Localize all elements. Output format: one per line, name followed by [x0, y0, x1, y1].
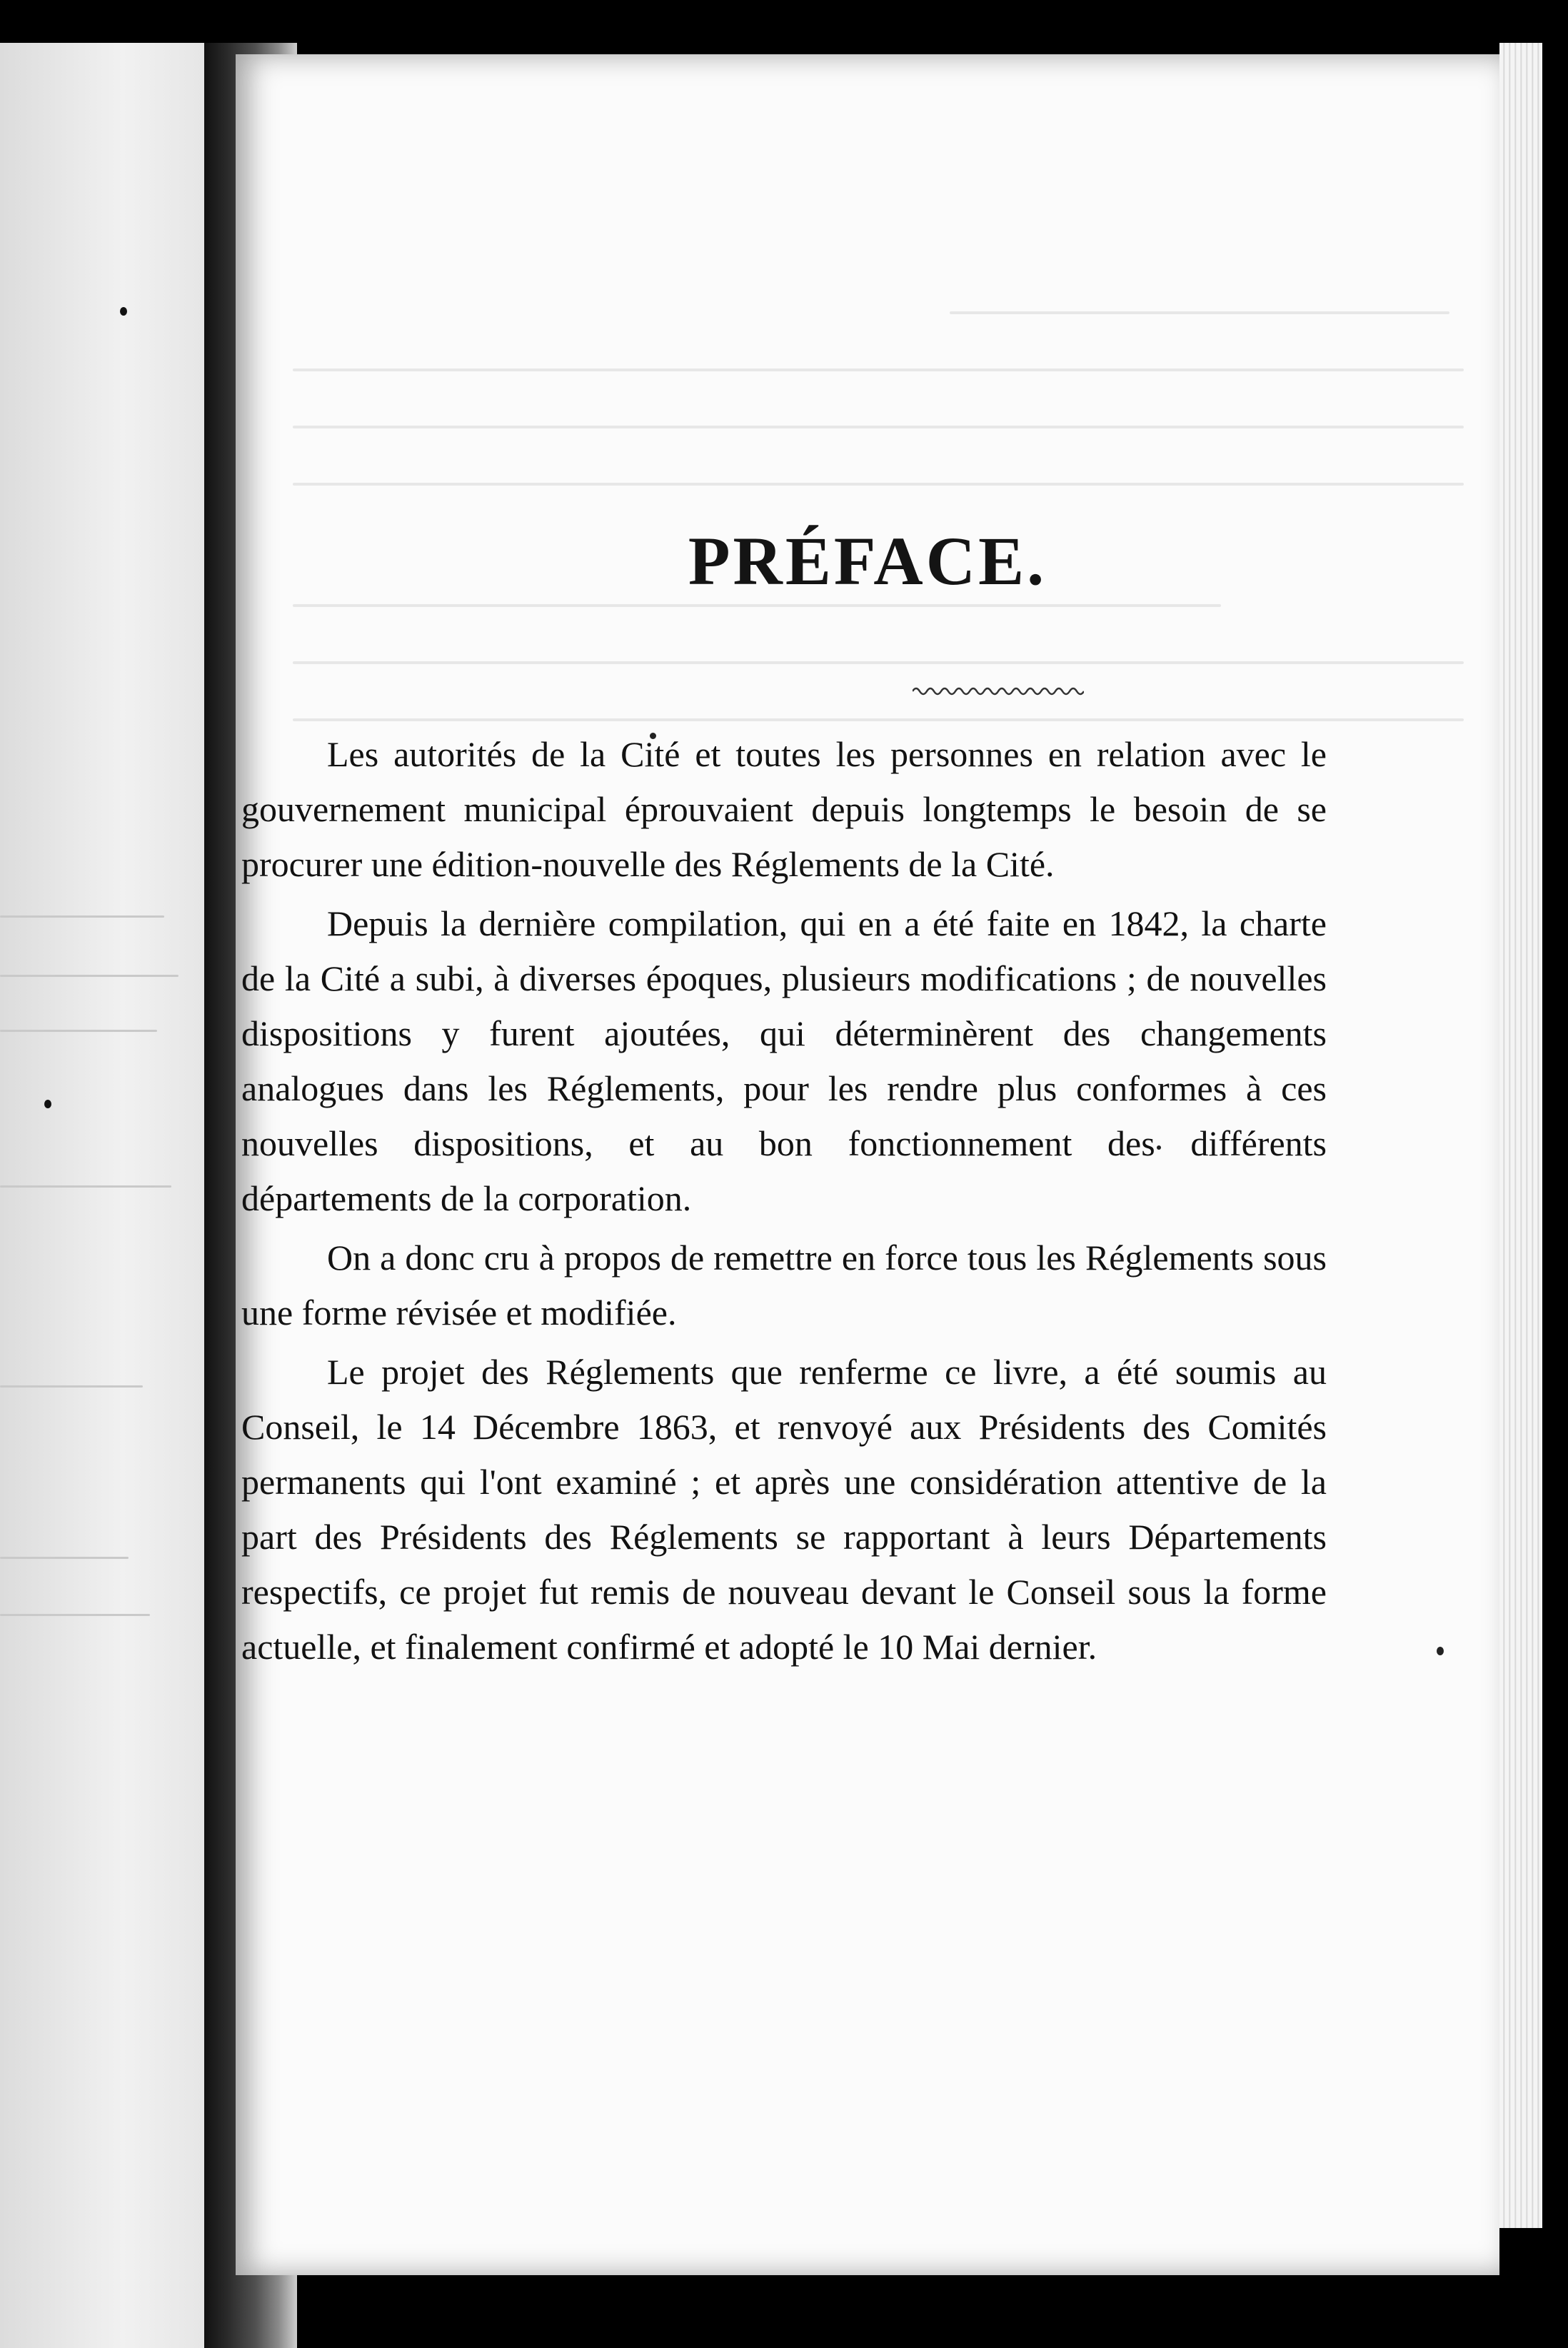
show-through-line: [0, 1385, 143, 1388]
page-edges: [1499, 43, 1542, 2228]
show-through-line: [0, 1557, 129, 1559]
show-through-line: [293, 661, 1464, 664]
ink-speck: [1437, 1647, 1444, 1655]
ink-speck: [120, 307, 127, 316]
preface-paragraph-3: On a donc cru à propos de remettre en force tous les Réglements sous une forme révisée et modifiée.: [241, 1238, 1327, 1333]
show-through-line: [0, 975, 179, 977]
page-title: PRÉFACE.: [688, 523, 1047, 599]
show-through-line: [293, 368, 1464, 371]
preface-paragraph-4: Le projet des Réglements que renferme ce livre, a été soumis au Conseil, le 14 Décembre 1863, et renvoyé aux Présidents des Comités permanents qui l'ont examiné ; et après une considération attentive de la part des Présidents des Réglements se rapportant à leurs Départements respectifs, ce projet fut remis de nouveau devant le Conseil sous la forme actuelle, et finalement confirmé et adopté le 10 Mai dernier.: [241, 1352, 1327, 1667]
show-through-line: [0, 1614, 150, 1616]
ink-speck: [44, 1100, 51, 1108]
facing-page: [0, 43, 204, 2348]
show-through-line: [293, 718, 1464, 721]
title-ornament-rule: [913, 683, 1084, 697]
preface-paragraph-2: Depuis la dernière compilation, qui en a été faite en 1842, la charte de la Cité a subi, à diverses époques, plusieurs modifications ; de nouvelles dispositions y furent ajoutées, qui déterminèrent des changements analogues dans les Réglements, pour les rendre plus conformes à ces nouvelles dispositions, et au bon fonctionnement des différents départements de la corporation.: [241, 903, 1327, 1218]
show-through-line: [293, 483, 1464, 486]
show-through-line: [0, 1030, 157, 1032]
show-through-line: [293, 426, 1464, 428]
show-through-line: [0, 915, 164, 918]
show-through-line: [0, 1185, 171, 1188]
show-through-line: [950, 311, 1449, 314]
preface-body: [241, 727, 1327, 1675]
show-through-line: [293, 604, 1221, 607]
preface-paragraph-1: Les autorités de la Cité et toutes les personnes en relation avec le gouvernement municipal éprouvaient depuis longtemps le besoin de se procurer une édition-nouvelle des Réglements de la Cité.: [241, 734, 1327, 884]
